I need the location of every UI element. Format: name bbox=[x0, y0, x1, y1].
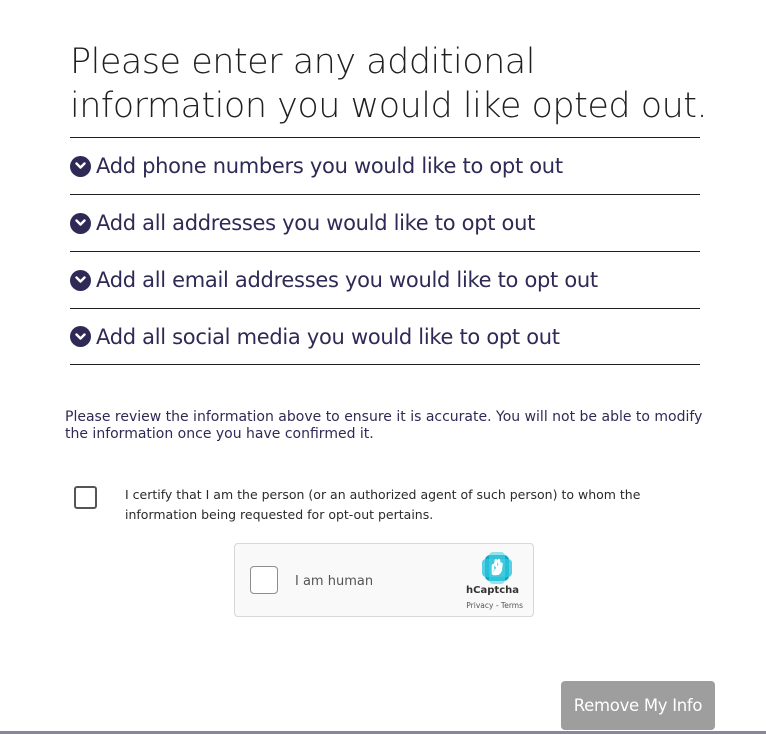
section-email-addresses[interactable] bbox=[70, 251, 700, 308]
opt-out-sections bbox=[70, 137, 700, 365]
captcha-brand: hCaptcha bbox=[466, 585, 519, 596]
section-label: Add all addresses you would like to opt out bbox=[96, 211, 536, 235]
section-label: Add all email addresses you would like to opt out bbox=[96, 268, 598, 292]
section-social-media[interactable] bbox=[70, 308, 700, 365]
hcaptcha-logo-icon bbox=[480, 552, 514, 589]
captcha-privacy-terms-links[interactable]: Privacy - Terms bbox=[466, 601, 523, 610]
chevron-down-circle-icon bbox=[70, 270, 91, 291]
section-label: Add phone numbers you would like to opt out bbox=[96, 154, 563, 178]
chevron-down-circle-icon bbox=[70, 213, 91, 234]
chevron-down-circle-icon bbox=[70, 156, 91, 177]
certify-checkbox[interactable] bbox=[74, 486, 97, 509]
section-label: Add all social media you would like to opt out bbox=[96, 324, 560, 349]
page-heading: Please enter any additional information you would like opted out. bbox=[70, 42, 708, 126]
chevron-down-circle-icon bbox=[70, 326, 91, 347]
certify-label: I certify that I am the person (or an authorized agent of such person) to whom the information being requested for opt-out pertains. bbox=[125, 487, 641, 522]
remove-my-info-button[interactable]: Remove My Info bbox=[561, 681, 715, 730]
hcaptcha-widget bbox=[234, 543, 534, 617]
review-notice: Please review the information above to ensure it is accurate. You will not be able to modify the information once you have confirmed it. bbox=[65, 409, 703, 442]
captcha-label: I am human bbox=[295, 574, 374, 589]
section-addresses[interactable] bbox=[70, 194, 700, 251]
captcha-checkbox[interactable] bbox=[250, 566, 278, 594]
section-phone-numbers[interactable] bbox=[70, 137, 700, 194]
